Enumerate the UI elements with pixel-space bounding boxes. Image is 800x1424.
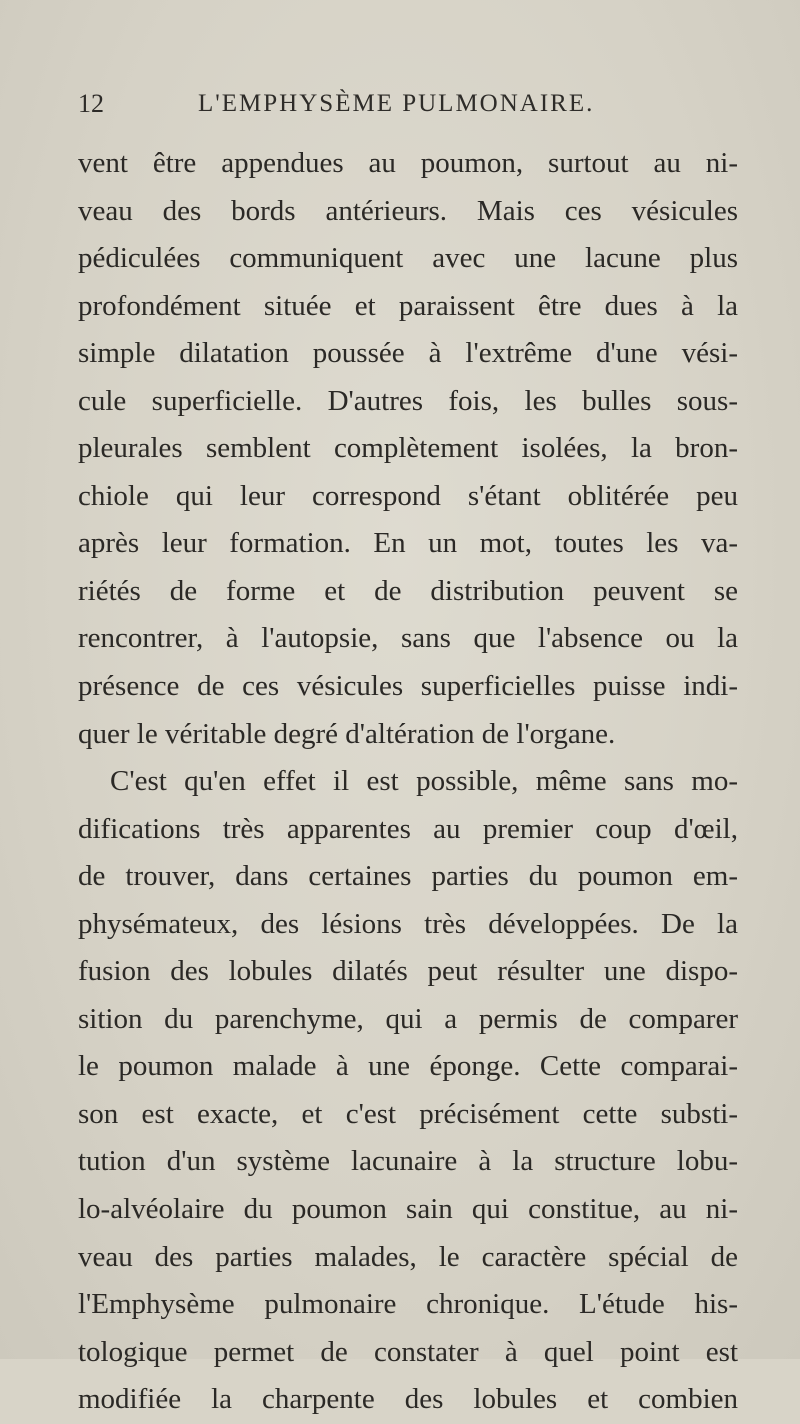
text-line: le poumon malade à une éponge. Cette comparai- — [78, 1050, 738, 1083]
text-line: présence de ces vésicules superficielles puisse indi- — [78, 670, 738, 703]
text-line: profondément située et paraissent être dues à la — [78, 289, 738, 322]
text-line: veau des parties malades, le caractère spécial de — [78, 1240, 738, 1273]
page-header — [0, 86, 800, 122]
text-line: C'est qu'en effet il est possible, même sans mo- — [110, 765, 738, 798]
text-line: quer le véritable degré d'altération de l'organe. — [78, 717, 616, 750]
text-line: chiole qui leur correspond s'étant oblitérée peu — [78, 479, 738, 512]
text-line: de trouver, dans certaines parties du poumon em- — [78, 860, 738, 893]
text-line: son est exacte, et c'est précisément cette substi- — [78, 1097, 738, 1130]
text-line: sition du parenchyme, qui a permis de comparer — [78, 1002, 738, 1035]
text-line: tution d'un système lacunaire à la structure lobu- — [78, 1145, 738, 1178]
text-line: simple dilatation poussée à l'extrême d'une vési- — [78, 337, 738, 370]
text-line: rencontrer, à l'autopsie, sans que l'absence ou la — [78, 622, 738, 655]
text-line: physémateux, des lésions très développées. De la — [78, 907, 738, 940]
text-line: lo-alvéolaire du poumon sain qui constitue, au ni- — [78, 1193, 738, 1226]
body-text — [78, 140, 738, 1424]
running-title: L'EMPHYSÈME PULMONAIRE. — [198, 90, 595, 117]
text-line: vent être appendues au poumon, surtout au ni- — [78, 147, 738, 179]
text-line: tologique permet de constater à quel point est — [78, 1335, 738, 1368]
text-line: fusion des lobules dilatés peut résulter une dispo- — [78, 955, 738, 988]
page-number: 12 — [78, 89, 104, 118]
text-line: pleurales semblent complètement isolées, la bron- — [78, 432, 738, 465]
text-line: après leur formation. En un mot, toutes les va- — [78, 527, 738, 560]
text-line: riétés de forme et de distribution peuvent se — [78, 574, 738, 607]
text-line: modifiée la charpente des lobules et combien — [78, 1383, 738, 1416]
text-line: pédiculées communiquent avec une lacune plus — [78, 242, 738, 275]
text-line: cule superficielle. D'autres fois, les bulles sous- — [78, 384, 738, 417]
text-line: l'Emphysème pulmonaire chronique. L'étude his- — [78, 1288, 738, 1321]
text-line: veau des bords antérieurs. Mais ces vésicules — [78, 194, 738, 227]
text-line: difications très apparentes au premier coup d'œil, — [78, 812, 738, 845]
